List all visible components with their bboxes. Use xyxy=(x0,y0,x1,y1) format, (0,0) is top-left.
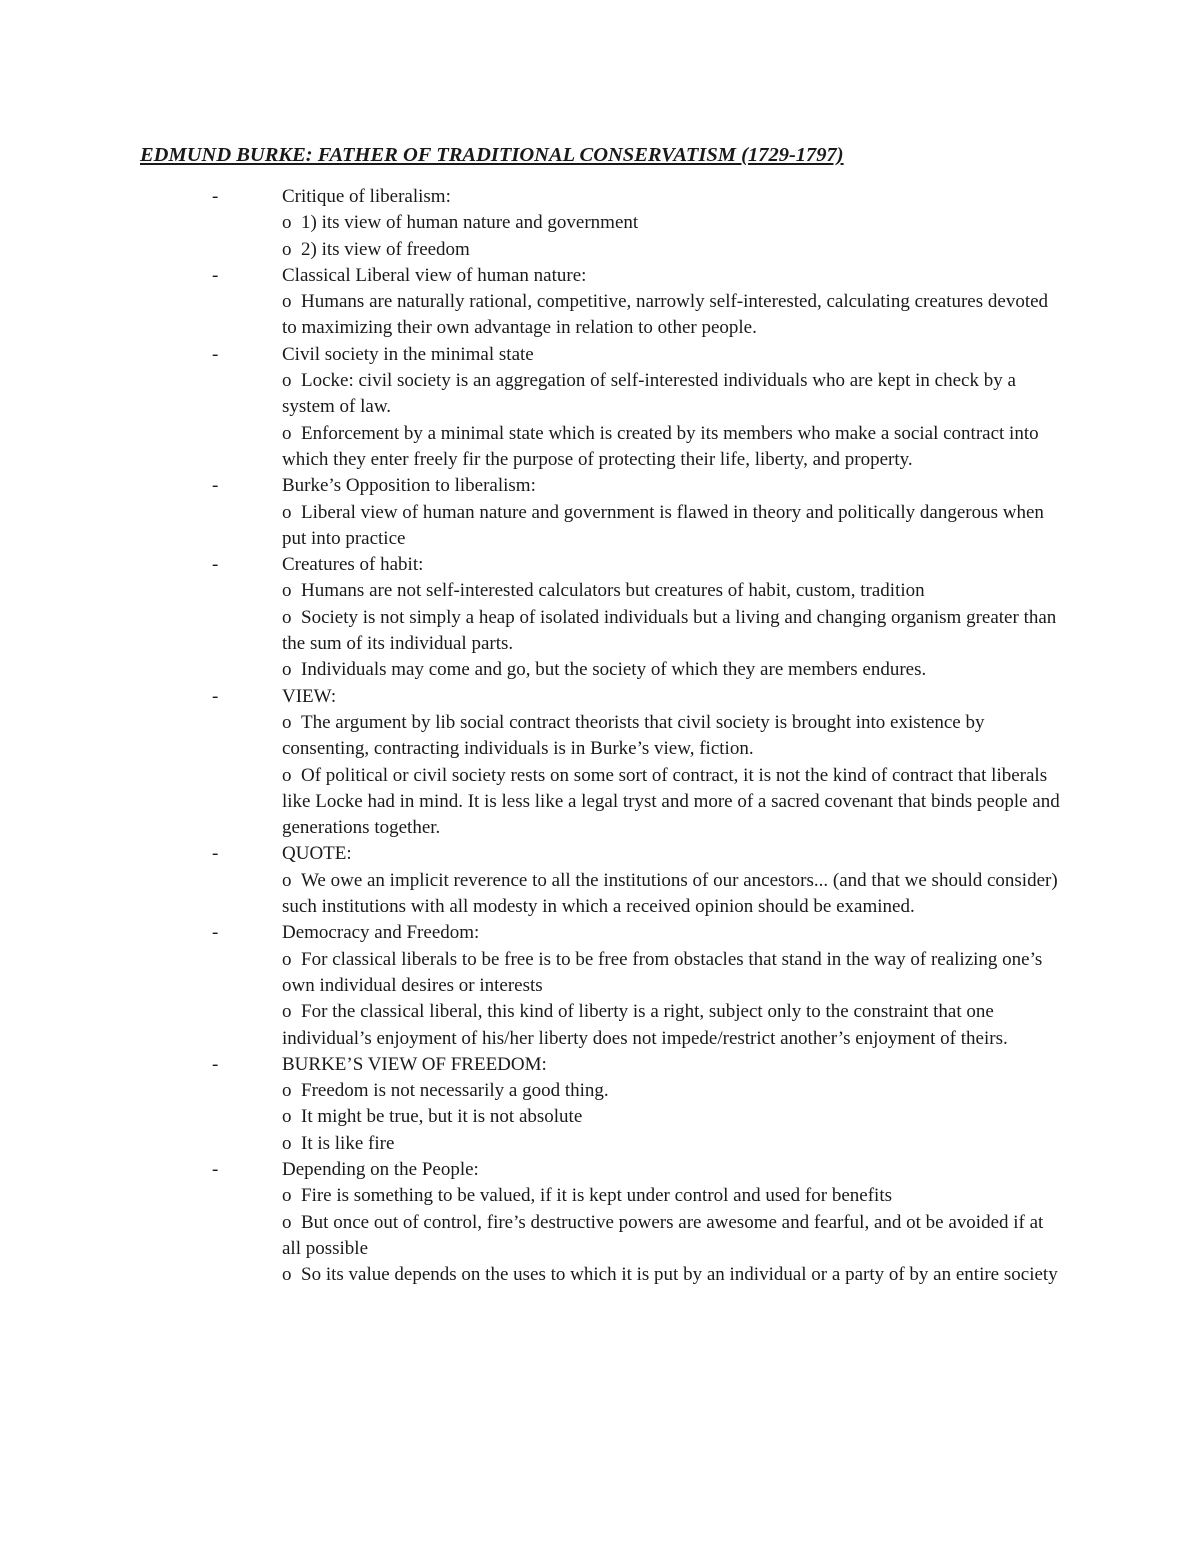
point-heading: VIEW: xyxy=(282,685,337,707)
sub-bullet-marker: o xyxy=(282,1132,292,1154)
sub-bullet-marker: o xyxy=(282,1001,292,1023)
sub-point-text: So its value depends on the uses to which it is put by an individual or a party of by an entire society xyxy=(301,1264,1058,1286)
sub-bullet-marker: o xyxy=(282,659,292,681)
sub-point-text: Freedom is not necessarily a good thing. xyxy=(301,1080,609,1102)
sub-bullet-marker: o xyxy=(282,291,292,313)
sub-point-text: Humans are naturally rational, competitive, narrowly self-interested, calculating creatures devoted to maximizing their own advantage in relation to other people. xyxy=(282,291,1049,339)
sub-point xyxy=(0,421,1062,474)
point-heading-row xyxy=(0,184,1200,210)
point-heading-row xyxy=(0,1157,1200,1183)
dash-marker: - xyxy=(212,475,219,497)
sub-point-text: It is like fire xyxy=(301,1132,395,1154)
outline-point xyxy=(0,552,1200,683)
sub-point-list xyxy=(0,289,1200,342)
point-heading: Burke’s Opposition to liberalism: xyxy=(282,475,536,497)
point-heading-row xyxy=(0,473,1200,499)
point-heading-row xyxy=(0,841,1200,867)
point-heading-row xyxy=(0,552,1200,578)
sub-bullet-marker: o xyxy=(282,370,292,392)
sub-bullet-marker: o xyxy=(282,764,292,786)
point-heading: Critique of liberalism: xyxy=(282,186,451,207)
sub-point-text: Enforcement by a minimal state which is created by its members who make a social contract into which they enter freely fir the purpose of protecting their life, liberty, and property. xyxy=(282,422,1039,470)
dash-marker: - xyxy=(212,922,219,944)
sub-bullet-marker: o xyxy=(282,422,292,444)
sub-point-text: For classical liberals to be free is to be free from obstacles that stand in the way of realizing one’s own individual desires or interests xyxy=(282,948,1043,996)
sub-point xyxy=(0,1131,1062,1157)
sub-point xyxy=(0,947,1062,1000)
outline-point xyxy=(0,1052,1200,1157)
sub-point-text: 2) its view of freedom xyxy=(301,238,470,260)
sub-point-text: For the classical liberal, this kind of liberty is a right, subject only to the constraint that one individual’s enjoyment of his/her liberty does not impede/restrict another’s enjoyment of theirs. xyxy=(282,1001,1008,1049)
outline-point xyxy=(0,684,1200,842)
sub-point-list xyxy=(0,368,1200,473)
sub-point-list xyxy=(0,210,1200,263)
point-heading: BURKE’S VIEW OF FREEDOM: xyxy=(282,1053,547,1075)
sub-point xyxy=(0,500,1062,553)
sub-bullet-marker: o xyxy=(282,501,292,523)
sub-point xyxy=(0,1210,1062,1263)
outline-point xyxy=(0,263,1200,342)
point-heading: Civil society in the minimal state xyxy=(282,343,534,365)
point-heading: Classical Liberal view of human nature: xyxy=(282,264,587,286)
sub-point xyxy=(0,763,1062,842)
sub-point xyxy=(0,1104,1062,1130)
point-heading: Democracy and Freedom: xyxy=(282,922,480,944)
sub-point-text: Fire is something to be valued, if it is kept under control and used for benefits xyxy=(301,1185,892,1207)
sub-point-list xyxy=(0,710,1200,841)
sub-point-list xyxy=(0,947,1200,1052)
sub-point xyxy=(0,1078,1062,1104)
sub-point xyxy=(0,237,1062,263)
sub-point-text: Liberal view of human nature and government is flawed in theory and politically dangerous when put into practice xyxy=(282,501,1044,549)
dash-marker: - xyxy=(212,685,219,707)
dash-marker: - xyxy=(212,1158,219,1180)
sub-bullet-marker: o xyxy=(282,212,292,234)
sub-point xyxy=(0,710,1062,763)
sub-point xyxy=(0,999,1062,1052)
sub-bullet-marker: o xyxy=(282,1211,292,1233)
sub-point-text: Locke: civil society is an aggregation of self-interested individuals who are kept in check by a system of law. xyxy=(282,370,1016,418)
outline-point xyxy=(0,920,1200,1051)
sub-point-text: It might be true, but it is not absolute xyxy=(301,1106,583,1128)
sub-point xyxy=(0,868,1062,921)
outline-point xyxy=(0,841,1200,920)
dash-marker: - xyxy=(212,843,219,865)
sub-bullet-marker: o xyxy=(282,869,292,891)
sub-bullet-marker: o xyxy=(282,606,292,628)
sub-point-list xyxy=(0,1078,1200,1157)
dash-marker: - xyxy=(212,343,219,365)
sub-bullet-marker: o xyxy=(282,1080,292,1102)
point-heading: QUOTE: xyxy=(282,843,352,865)
sub-bullet-marker: o xyxy=(282,948,292,970)
sub-point xyxy=(0,605,1062,658)
sub-point xyxy=(0,1183,1062,1209)
notes-outline xyxy=(0,184,1200,1288)
point-heading-row xyxy=(0,263,1200,289)
sub-bullet-marker: o xyxy=(282,580,292,602)
sub-point xyxy=(0,578,1062,604)
sub-point xyxy=(0,210,1062,236)
document-title: EDMUND BURKE: FATHER OF TRADITIONAL CONSERVATISM (1729-1797) xyxy=(140,144,844,166)
sub-point xyxy=(0,657,1062,683)
dash-marker: - xyxy=(212,264,219,286)
outline-point xyxy=(0,473,1200,552)
point-heading: Creatures of habit: xyxy=(282,554,424,576)
point-heading-row xyxy=(0,684,1200,710)
sub-point-text: But once out of control, fire’s destructive powers are awesome and fearful, and ot be avoided if at all possible xyxy=(282,1211,1044,1259)
sub-point-list xyxy=(0,1183,1200,1288)
sub-bullet-marker: o xyxy=(282,1185,292,1207)
dash-marker: - xyxy=(212,554,219,576)
sub-point xyxy=(0,289,1062,342)
sub-point-text: Society is not simply a heap of isolated individuals but a living and changing organism greater than the sum of its individual parts. xyxy=(282,606,1057,655)
sub-point-text: Of political or civil society rests on some sort of contract, it is not the kind of contract that liberals like Locke had in mind. It is less like a legal tryst and more of a sacred covenant that binds people and generations together. xyxy=(282,764,1060,839)
outline-point xyxy=(0,1157,1200,1288)
point-heading-row xyxy=(0,1052,1200,1078)
sub-point-text: 1) its view of human nature and government xyxy=(301,212,639,234)
point-heading-row xyxy=(0,920,1200,946)
sub-point-list xyxy=(0,500,1200,553)
sub-point-text: Individuals may come and go, but the society of which they are members endures. xyxy=(301,659,927,681)
sub-point-text: Humans are not self-interested calculators but creatures of habit, custom, tradition xyxy=(301,580,925,602)
sub-point xyxy=(0,1262,1062,1288)
sub-point-list xyxy=(0,578,1200,683)
sub-point xyxy=(0,368,1062,421)
sub-bullet-marker: o xyxy=(282,238,292,260)
outline-point xyxy=(0,184,1200,263)
sub-bullet-marker: o xyxy=(282,1106,292,1128)
dash-marker: - xyxy=(212,186,219,207)
sub-point-text: We owe an implicit reverence to all the institutions of our ancestors... (and that we should consider) such institutions with all modesty in which a received opinion should be examined. xyxy=(282,869,1058,918)
sub-bullet-marker: o xyxy=(282,711,292,733)
dash-marker: - xyxy=(212,1053,219,1075)
point-heading-row xyxy=(0,342,1200,368)
sub-point-list xyxy=(0,868,1200,921)
point-heading: Depending on the People: xyxy=(282,1158,479,1180)
sub-point-text: The argument by lib social contract theorists that civil society is brought into existence by consenting, contracting individuals is in Burke’s view, fiction. xyxy=(282,711,985,760)
outline-point xyxy=(0,342,1200,473)
sub-bullet-marker: o xyxy=(282,1264,292,1286)
